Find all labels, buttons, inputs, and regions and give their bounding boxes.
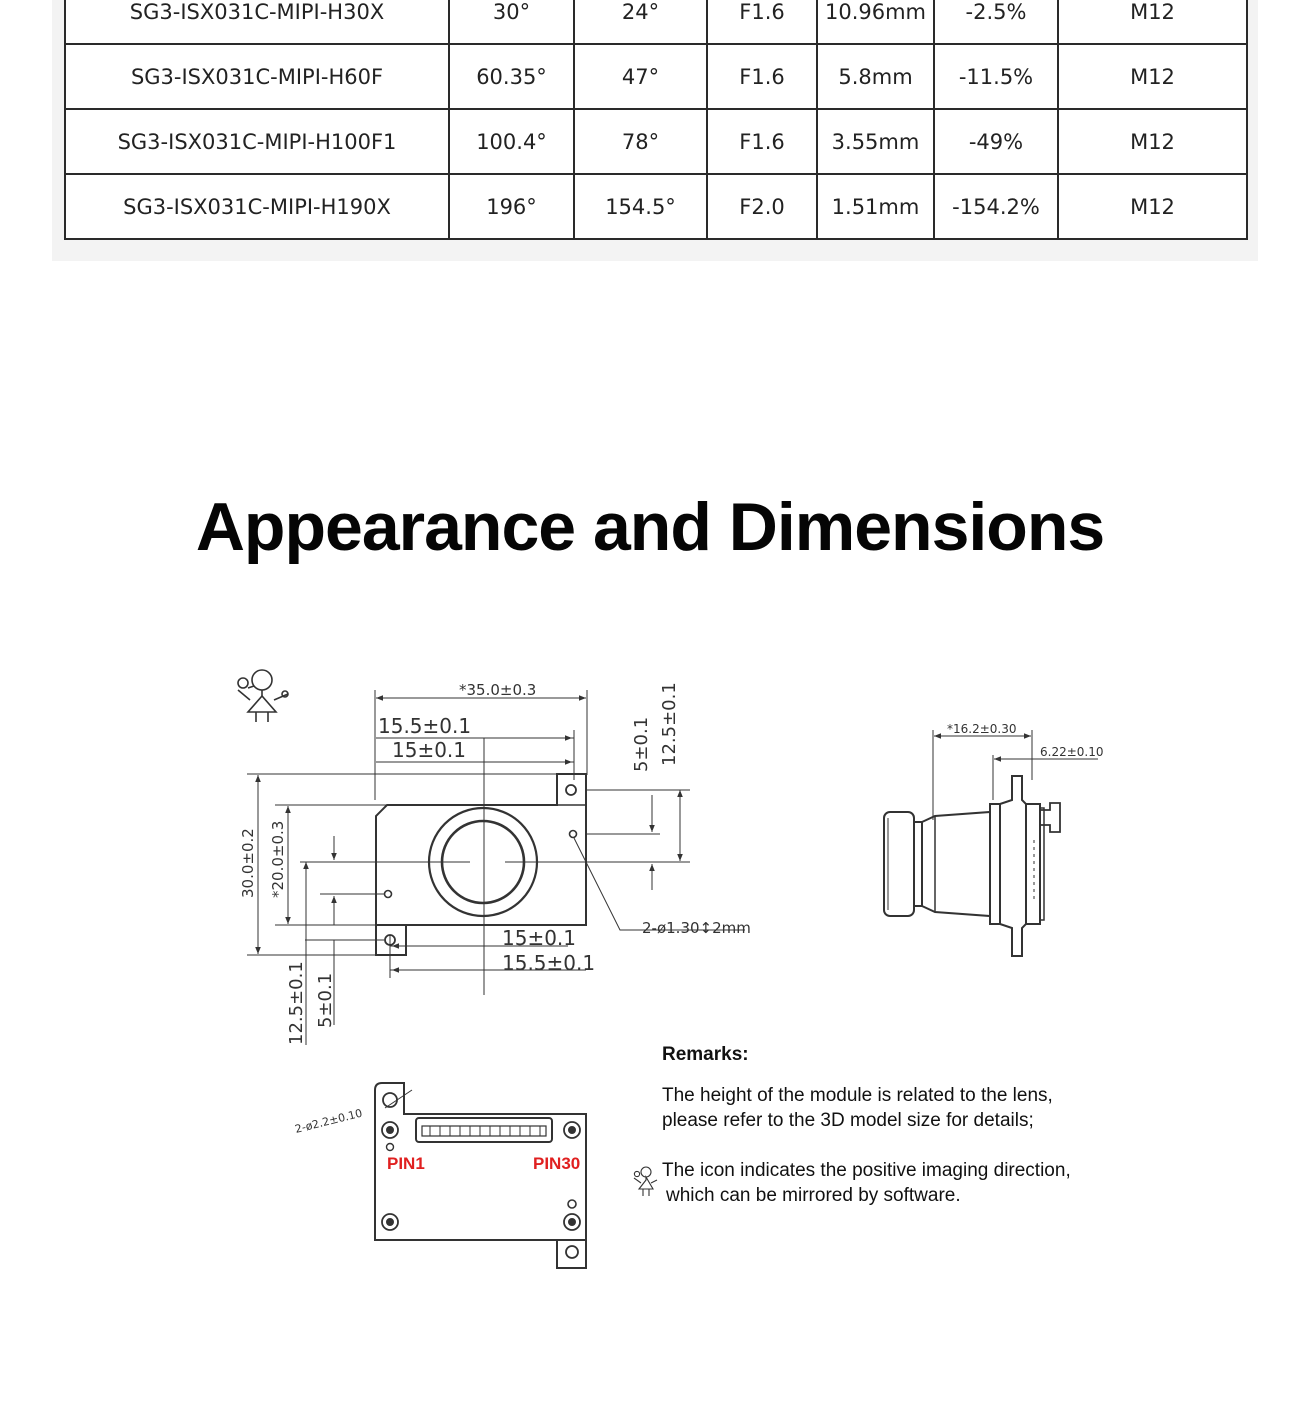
front-height-body-label: *20.0±0.3 xyxy=(269,820,287,898)
spec-table-cell: SG3-ISX031C-MIPI-H100F1 xyxy=(65,109,449,174)
spec-table-cell: 196° xyxy=(449,174,574,239)
pin30-label: PIN30 xyxy=(533,1154,581,1173)
spec-table-cell: M12 xyxy=(1058,109,1247,174)
spec-table-cell: 60.35° xyxy=(449,44,574,109)
girl-figure-icon-small xyxy=(634,1167,657,1196)
spec-table-cell: -11.5% xyxy=(934,44,1058,109)
side-dim-2-label: 6.22±0.10 xyxy=(1040,745,1104,759)
remark-item-2 xyxy=(662,1158,1071,1208)
remarks-title: Remarks: xyxy=(662,1044,749,1065)
spec-table-cell: 5.8mm xyxy=(817,44,934,109)
front-dim-bottom-2-label: 15.5±0.1 xyxy=(502,951,596,975)
spec-table-cell: M12 xyxy=(1058,44,1247,109)
front-dim-bottom-1-label: 15±0.1 xyxy=(502,926,577,950)
spec-table-cell: 30° xyxy=(449,0,574,44)
remark-2-line-2: which can be mirrored by software. xyxy=(666,1185,961,1206)
front-dim-top-2-label: 15±0.1 xyxy=(392,738,467,762)
spec-table-cell: F2.0 xyxy=(707,174,817,239)
spec-table-cell: SG3-ISX031C-MIPI-H190X xyxy=(65,174,449,239)
remark-2-line-1: The icon indicates the positive imaging direction, xyxy=(662,1160,1071,1181)
spec-table-cell: -154.2% xyxy=(934,174,1058,239)
remark-1-line-1: The height of the module is related to the lens, xyxy=(662,1085,1053,1106)
front-dim-right-1-label: 5±0.1 xyxy=(631,716,652,772)
spec-table-cell: 3.55mm xyxy=(817,109,934,174)
back-view xyxy=(375,1083,586,1268)
front-dim-left-2-label: 5±0.1 xyxy=(315,972,336,1028)
pin1-label: PIN1 xyxy=(387,1154,425,1173)
back-hole-callout-label: 2-ø2.2±0.10 xyxy=(293,1106,364,1136)
section-title: Appearance and Dimensions xyxy=(195,489,1105,565)
spec-table-cell: SG3-ISX031C-MIPI-H60F xyxy=(65,44,449,109)
front-dim-left-1-label: 12.5±0.1 xyxy=(286,961,307,1045)
spec-table-cell: 10.96mm xyxy=(817,0,934,44)
spec-table-cell: M12 xyxy=(1058,174,1247,239)
front-dim-right-2-label: 12.5±0.1 xyxy=(659,682,680,766)
spec-table-cell: 100.4° xyxy=(449,109,574,174)
front-height-total-label: 30.0±0.2 xyxy=(239,828,257,898)
spec-table-cell: 154.5° xyxy=(574,174,707,239)
side-view xyxy=(884,730,1098,956)
remark-item-1 xyxy=(662,1083,1053,1133)
spec-table-cell: -2.5% xyxy=(934,0,1058,44)
spec-table-cell: 24° xyxy=(574,0,707,44)
front-hole-callout-label: 2-ø1.30↕2mm xyxy=(642,919,751,937)
spec-table-cell: F1.6 xyxy=(707,109,817,174)
front-dim-top-1-label: 15.5±0.1 xyxy=(378,714,472,738)
front-width-total-label: *35.0±0.3 xyxy=(459,681,537,699)
spec-table-cell: -49% xyxy=(934,109,1058,174)
remark-1-line-2: please refer to the 3D model size for details; xyxy=(662,1110,1034,1131)
spec-table-cell: 47° xyxy=(574,44,707,109)
spec-table-cell: 78° xyxy=(574,109,707,174)
spec-table-cell: F1.6 xyxy=(707,0,817,44)
spec-table-cell: M12 xyxy=(1058,0,1247,44)
spec-table-cell: SG3-ISX031C-MIPI-H30X xyxy=(65,0,449,44)
girl-figure-icon xyxy=(238,670,288,722)
side-dim-1-label: *16.2±0.30 xyxy=(947,722,1017,736)
spec-table-cell: F1.6 xyxy=(707,44,817,109)
spec-table-cell: 1.51mm xyxy=(817,174,934,239)
